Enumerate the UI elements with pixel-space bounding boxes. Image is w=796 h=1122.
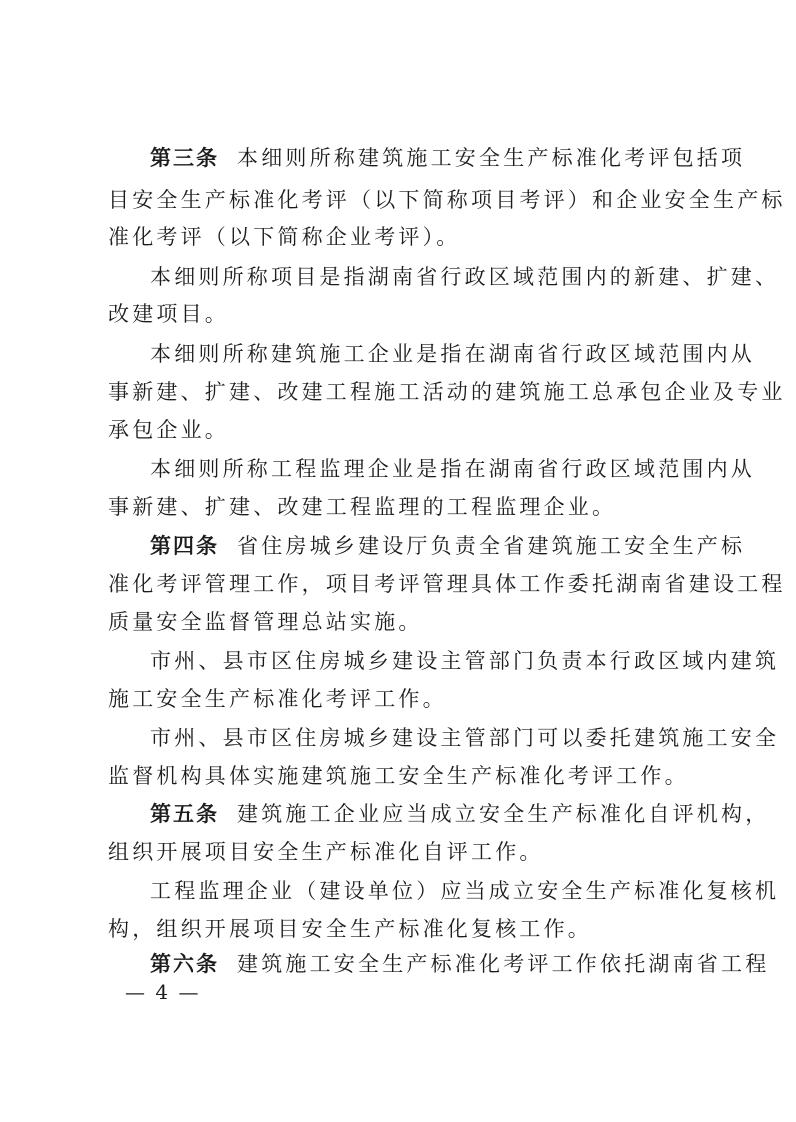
line-text: 改建项目。: [108, 302, 229, 326]
line-text: 施工安全生产标准化考评工作。: [108, 687, 447, 711]
line-text: 建筑施工安全生产标准化考评工作依托湖南省工程: [237, 952, 770, 976]
paragraph-line: [150, 528, 746, 564]
paragraph-line: [108, 834, 688, 870]
article-heading: 第五条: [150, 801, 219, 826]
paragraph-line: [150, 336, 755, 372]
paragraph-line: [150, 140, 746, 176]
line-text: 准化考评管理工作，项目考评管理具体工作委托湖南省建设工程: [108, 572, 786, 596]
article-heading: 第六条: [150, 951, 219, 976]
line-text: 事新建、扩建、改建工程监理的工程监理企业。: [108, 495, 617, 519]
line-text: 建筑施工企业应当成立安全生产标准化自评机构，: [237, 802, 770, 826]
line-text: 市州、县市区住房城乡建设主管部门可以委托建筑施工安全: [150, 726, 780, 750]
line-text: 监督机构具体实施建筑施工安全生产标准化考评工作。: [108, 764, 689, 788]
article-heading: 第三条: [150, 145, 219, 170]
paragraph-line: [150, 796, 770, 832]
line-text: 本细则所称建筑施工安全生产标准化考评包括项: [237, 146, 746, 170]
paragraph-line: [150, 643, 780, 679]
paragraph-line: [108, 374, 786, 410]
paragraph-line: [150, 873, 780, 909]
paragraph-line: [150, 946, 770, 982]
line-text: 事新建、扩建、改建工程施工活动的建筑施工总承包企业及专业: [108, 380, 786, 404]
paragraph-line: [108, 681, 688, 717]
line-text: 省住房城乡建设厅负责全省建筑施工安全生产标: [237, 534, 746, 558]
paragraph-line: [150, 451, 755, 487]
line-text: 本细则所称建筑施工企业是指在湖南省行政区域范围内从: [150, 342, 755, 366]
paragraph-line: [108, 412, 688, 448]
paragraph-line: [150, 259, 780, 295]
page-number: — 4 —: [125, 980, 201, 1004]
line-text: 准化考评（以下简称企业考评）。: [108, 225, 461, 249]
line-text: 工程监理企业（建设单位）应当成立安全生产标准化复核机: [150, 879, 780, 903]
line-text: 承包企业。: [108, 418, 229, 442]
paragraph-line: [108, 758, 688, 794]
line-text: 本细则所称工程监理企业是指在湖南省行政区域范围内从: [150, 457, 755, 481]
line-text: 质量安全监督管理总站实施。: [108, 610, 423, 634]
paragraph-line: [108, 219, 688, 255]
line-text: 本细则所称项目是指湖南省行政区域范围内的新建、扩建、: [150, 265, 780, 289]
article-heading: 第四条: [150, 533, 219, 558]
line-text: 组织开展项目安全生产标准化自评工作。: [108, 840, 544, 864]
paragraph-line: [108, 489, 688, 525]
paragraph-line: [108, 566, 786, 602]
paragraph-line: [108, 604, 688, 640]
paragraph-line: [150, 720, 780, 756]
paragraph-line: [108, 911, 688, 947]
line-text: 目安全生产标准化考评（以下简称项目考评）和企业安全生产标: [108, 188, 786, 212]
line-text: 市州、县市区住房城乡建设主管部门负责本行政区域内建筑: [150, 649, 780, 673]
paragraph-line: [108, 182, 786, 218]
paragraph-line: [108, 296, 688, 332]
line-text: 构，组织开展项目安全生产标准化复核工作。: [108, 917, 592, 941]
